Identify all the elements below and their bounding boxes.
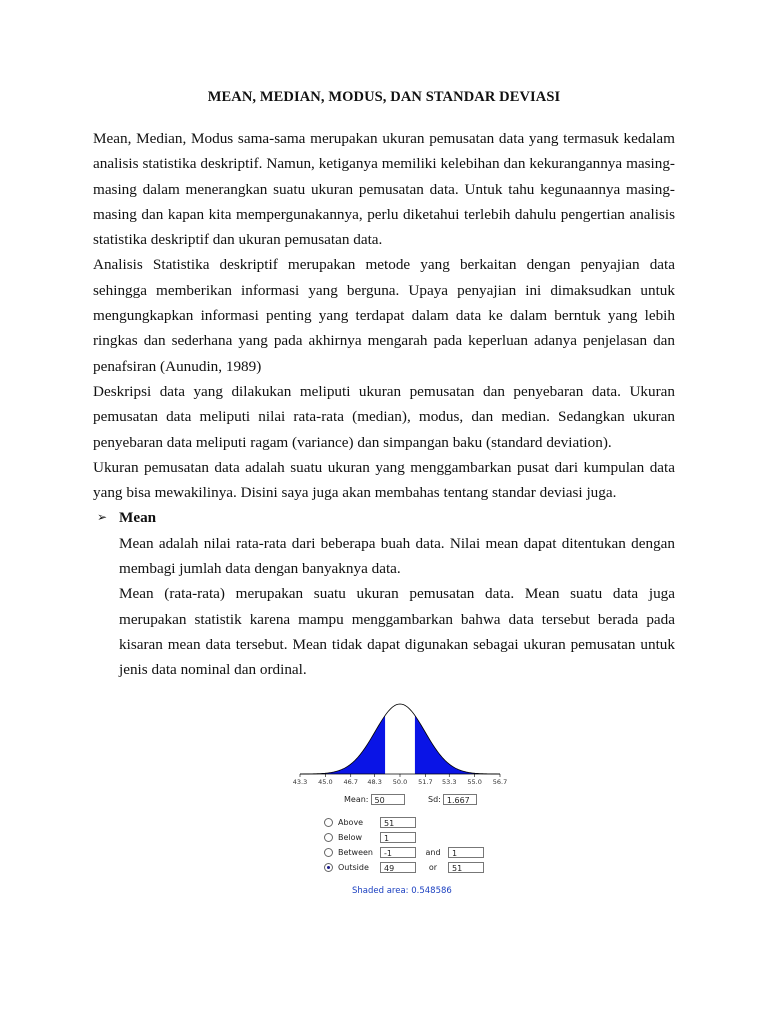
x-tick-label: 51.7 [418, 778, 433, 786]
option-label: Above [338, 818, 364, 827]
paragraph: Deskripsi data yang dilakukan meliputi ukuran pemusatan dan penyebaran data. Ukuran pemusatan data meliputi nilai rata-rata (median), modus, dan median. Sedangkan ukuran penyebaran data meliputi ragam (variance) dan simpangan baku (standard deviation). [93, 382, 675, 451]
shaded-area-readout: Shaded area: 0.548586 [352, 886, 452, 896]
sd-label: Sd: [428, 795, 441, 804]
mean-input[interactable]: 50 [371, 794, 405, 805]
curve-outline [300, 704, 500, 774]
bullet-heading-mean [93, 505, 675, 530]
mean-label: Mean: [344, 795, 369, 804]
normal-distribution-calculator [292, 696, 520, 906]
option-label: Outside [338, 863, 369, 872]
page-title: MEAN, MEDIAN, MODUS, DAN STANDAR DEVIASI [207, 89, 561, 105]
shaded-region-left [300, 716, 385, 774]
sd-row [428, 794, 477, 805]
option-above[interactable] [324, 817, 416, 828]
x-tick-label: 53.3 [442, 778, 457, 786]
paragraph: Mean (rata-rata) merupakan suatu ukuran pemusatan data. Mean suatu data juga merupakan statistik karena mampu menggambarkan bahwa data tersebut berada pada kisaran mean data tersebut. Mean tidak dapat digunakan sebagai ukuran pemusatan untuk jenis data nominal dan ordinal. [119, 585, 675, 679]
paragraph: Mean adalah nilai rata-rata dari beberapa buah data. Nilai mean dapat ditentukan dengan membagi jumlah data dengan banyaknya data. [119, 534, 675, 578]
arrowhead-bullet-icon: ➢ [97, 510, 108, 525]
option-label: Below [338, 833, 363, 842]
radio-below[interactable] [324, 833, 333, 842]
between-upper-input[interactable]: 1 [448, 847, 484, 858]
x-tick-label: 45.0 [318, 778, 333, 786]
option-between[interactable] [324, 847, 484, 858]
x-tick-label: 50.0 [392, 778, 408, 786]
and-label: and [425, 848, 441, 857]
document-body [93, 126, 675, 683]
radio-between[interactable] [324, 848, 333, 857]
above-input[interactable]: 51 [380, 817, 416, 828]
bullet-heading-label: Mean [119, 509, 157, 527]
x-tick-label: 43.3 [292, 778, 308, 786]
x-tick-label: 48.3 [367, 778, 382, 786]
between-lower-input[interactable]: -1 [380, 847, 416, 858]
paragraph: Ukuran pemusatan data adalah suatu ukuran yang menggambarkan pusat dari kumpulan data yang bisa mewakilinya. Disini saya juga akan membahas tentang standar deviasi juga. [93, 458, 675, 502]
x-tick-label: 55.0 [467, 778, 482, 786]
shaded-region-right [415, 716, 500, 774]
x-tick-label: 46.7 [343, 778, 358, 786]
outside-upper-input[interactable]: 51 [448, 862, 484, 873]
radio-outside[interactable] [324, 863, 333, 872]
radio-above[interactable] [324, 818, 333, 827]
option-below[interactable] [324, 832, 416, 843]
sd-input[interactable]: 1.667 [443, 794, 477, 805]
paragraph: Analisis Statistika deskriptif merupakan metode yang berkaitan dengan penyajian data sehingga memberikan informasi yang berguna. Upaya penyajian ini dimaksudkan untuk mengungkapkan informasi penting yang terdapat dalam data ke dalam berntuk yang lebih ringkas dan sederhana yang pada akhirnya mengarah pada keperluan adanya penjelasan dan penafsiran (Aunudin, 1989) [93, 256, 675, 375]
below-input[interactable]: 1 [380, 832, 416, 843]
option-outside[interactable] [324, 862, 484, 873]
or-label: or [428, 863, 438, 872]
option-label: Between [338, 848, 374, 857]
normal-curve-chart [292, 696, 520, 796]
x-tick-label: 56.7 [492, 778, 508, 786]
outside-lower-input[interactable]: 49 [380, 862, 416, 873]
paragraph: Mean, Median, Modus sama-sama merupakan ukuran pemusatan data yang termasuk kedalam analisis statistika deskriptif. Namun, ketiganya memiliki kelebihan dan kekurangannya masing-masing dalam menerangkan suatu ukuran pemusatan data. Untuk tahu kegunaannya masing-masing dan kapan kita mempergunakannya, perlu diketahui terlebih dahulu pengertian analisis statistika deskriptif dan ukuran pemusatan data. [93, 130, 675, 249]
mean-row [344, 794, 405, 805]
